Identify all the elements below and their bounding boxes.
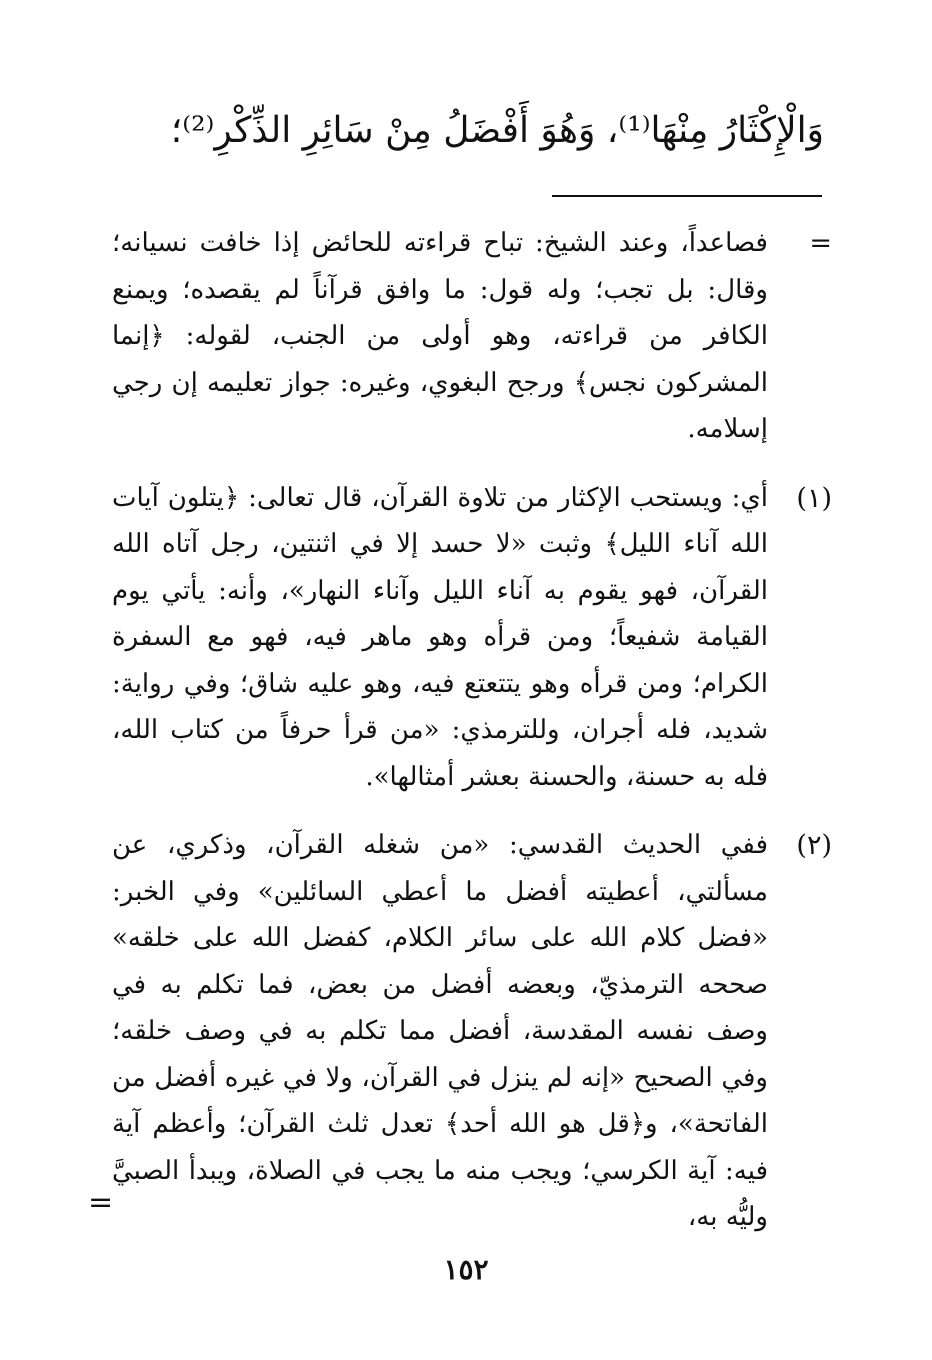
footnote-text: أي: ويستحب الإكثار من تلاوة القرآن، قال تعالى: ﴿يتلون آيات الله آناء الليل﴾ وثبت «لا حسد إلا في اثنتين، رجل آتاه الله القرآن، فهو يقوم به آناء الليل وآناء النهار»، وأنه: يأتي يوم القيامة شفيعاً؛ ومن قرأه وهو ماهر فيه، فهو مع السفرة الكرام؛ ومن قرأه وهو يتتعتع فيه، وهو عليه شاق؛ وفي رواية: شديد، فله أجران، وللترمذي: «من قرأ حرفاً من كتاب الله، فله به حسنة، والحسنة بعشر أمثالها». — [112, 482, 768, 792]
main-text: وَالْإِكْثَارُ مِنْهَا⁽¹⁾، وَهُوَ أَفْضَلُ مِنْ سَائِرِ الذِّكْرِ⁽²⁾؛ — [170, 110, 824, 151]
footnote-1 — [112, 475, 832, 801]
footnote-mark: (١) — [796, 482, 832, 514]
footnote-text: ففي الحديث القدسي: «من شغله القرآن، وذكري، عن مسألتي، أعطيته أفضل ما أعطي السائلين» وفي الخبر: «فضل كلام الله على سائر الكلام، كفضل الله على خلقه» صححه الترمذيّ، وبعضه أفضل من بعض، فما تكلم به في وصف نفسه المقدسة، أفضل مما تكلم به في وصف خلقه؛ وفي الصحيح «إنه لم ينزل في القرآن، ولا في غيره أفضل من الفاتحة»، و﴿قل هو الله أحد﴾ تعدل ثلث القرآن؛ وأعظم آية فيه: آية الكرسي؛ ويجب منه ما يجب في الصلاة، ويبدأ الصبيَّ وليُّه به، — [112, 830, 768, 1232]
continuation-mark: = — [88, 1185, 114, 1220]
footnote-mark: (٢) — [796, 830, 832, 861]
page-number: ١٥٢ — [443, 1253, 489, 1286]
footnote-text: فصاعداً، وعند الشيخ: تباح قراءته للحائض إذا خافت نسيانه؛ وقال: بل تجب؛ وله قول: ما وافق قرآناً لم يقصده؛ ويمنع الكافر من قراءته، وهو أولى من الجنب، لقوله: ﴿إنما المشركون نجس﴾ ورجح البغوي، وغيره: جواز تعليمه إن رجي إسلامه. — [112, 228, 768, 444]
footnote-continued — [112, 220, 832, 453]
footnote-mark: = — [809, 228, 832, 259]
footnote-2 — [112, 822, 832, 1241]
footnotes — [112, 220, 832, 1263]
footnote-divider — [552, 195, 822, 197]
